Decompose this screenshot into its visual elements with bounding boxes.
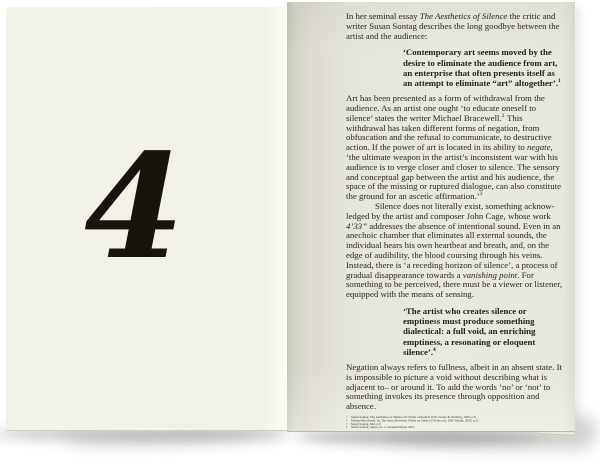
left-page-shadow-wedge — [60, 428, 280, 450]
paragraph-withdrawal — [346, 94, 564, 202]
paragraph-2-s3: , ‘the ultimate weapon in the artist’s inconsistent war with his audience is to verge closer and closer to silence. The sensory and conceptual gap between the artist and his audience, the space of the missing or ruptured dialogue, can also constitute the ground for an ascetic affirmation.’ — [346, 142, 561, 202]
pull-quote-1-text: ‘Contemporary art seems moved by the desire to eliminate the audience from art, an enterprise that often presents itself as an attempt to eliminate “art” altogether’. — [403, 47, 559, 88]
pull-quote-2-text: ‘The artist who creates silence or emptiness must produce something dialectical: a full void, an enriching emptiness, a resonating or eloquent silence’. — [403, 305, 536, 357]
paragraph-negation: Negation always refers to fullness, albeit in an absent state. It is impossible to picture a void without describing what is adjacent to– or around it. To add the words ‘no’ or ‘not’ to something invokes its presence through opposition and absence. — [346, 361, 562, 412]
left-page — [6, 7, 287, 431]
footnote-item-marker: 4 — [346, 426, 348, 429]
paragraph-2-s2: This withdrawal has taken different forms of negation, from obfuscation and the refusal to communicate, to destructive action. If the power of art is located in its ability to — [346, 112, 552, 153]
pull-quote-1 — [403, 47, 565, 88]
intro-text-pre: In her seminal essay — [346, 11, 420, 21]
paragraph-3-s1: Silence does not literally exist, something acknowledged by the artist and composer John Cage, whose work — [346, 200, 555, 221]
intro-paragraph — [346, 12, 564, 41]
paragraph-2-italic-negate: negate — [527, 142, 551, 153]
footnote-marker-4: 4 — [433, 346, 437, 353]
right-page — [287, 2, 575, 432]
paragraph-3-italic-433: 4’33” — [346, 220, 368, 231]
body-text-column — [346, 12, 564, 443]
footnote-item — [346, 426, 564, 429]
footnote-marker-1: 1 — [558, 78, 562, 85]
footnote-item-marker: 2 — [346, 419, 348, 422]
essay-title: The Aesthetics of Silence — [419, 11, 508, 21]
paragraph-3-s2: addresses the absence of intentional sound. Even in an anechoic chamber that eliminates all external sounds, the individual hears his own heartbeat and breath, and, on the edge of audibility, the blood coursing through his veins. Instead, there is ‘a receding horizon of silence’, a process of gradual disappearance towards a — [346, 220, 561, 280]
footnote-item-marker: 1 — [346, 415, 348, 419]
footnote-item-text: Susan Sontag, Agora, no. 2, Autumn/Winter 2005 — [351, 426, 415, 430]
footnote-item-text: Susan Sontag, ibid, p.8 — [351, 422, 381, 426]
footnote-item-text: Susan Sontag, The Aesthetics of Silence, In: Styles of Radical Will, Secker & Warburg, 1969, p.8 — [351, 415, 476, 419]
paragraph-3-italic-vanishing-point: vanishing point — [462, 269, 518, 280]
paragraph-silence — [346, 202, 564, 300]
footnote-marker-2: 2 — [501, 112, 505, 119]
pull-quote-2 — [403, 306, 565, 357]
paragraph-2-s1: Art has been presented as a form of withdrawal from the audience. As an artist one ought ‘to educate oneself to silence’ states the writer Michael Bracewell. — [346, 93, 545, 123]
footnote-marker-3: 3 — [479, 191, 483, 198]
footnote-item-marker: 3 — [346, 422, 348, 426]
chapter-numeral: 4 — [84, 122, 185, 291]
intro-text-post: the critic and writer Susan Sontag describes the long goodbye between the artist and the audience: — [346, 11, 560, 41]
paragraph-3-s3: . For something to be perceived, there must be a viewer or listener, equipped with the means of sensing. — [346, 269, 563, 300]
footnote-item-text: Michael Bracewell, In: The Space Between, Works on Silence (Works ed.), MIT Wright, 2005, p.52 — [351, 419, 479, 423]
footnotes-list — [346, 416, 564, 430]
